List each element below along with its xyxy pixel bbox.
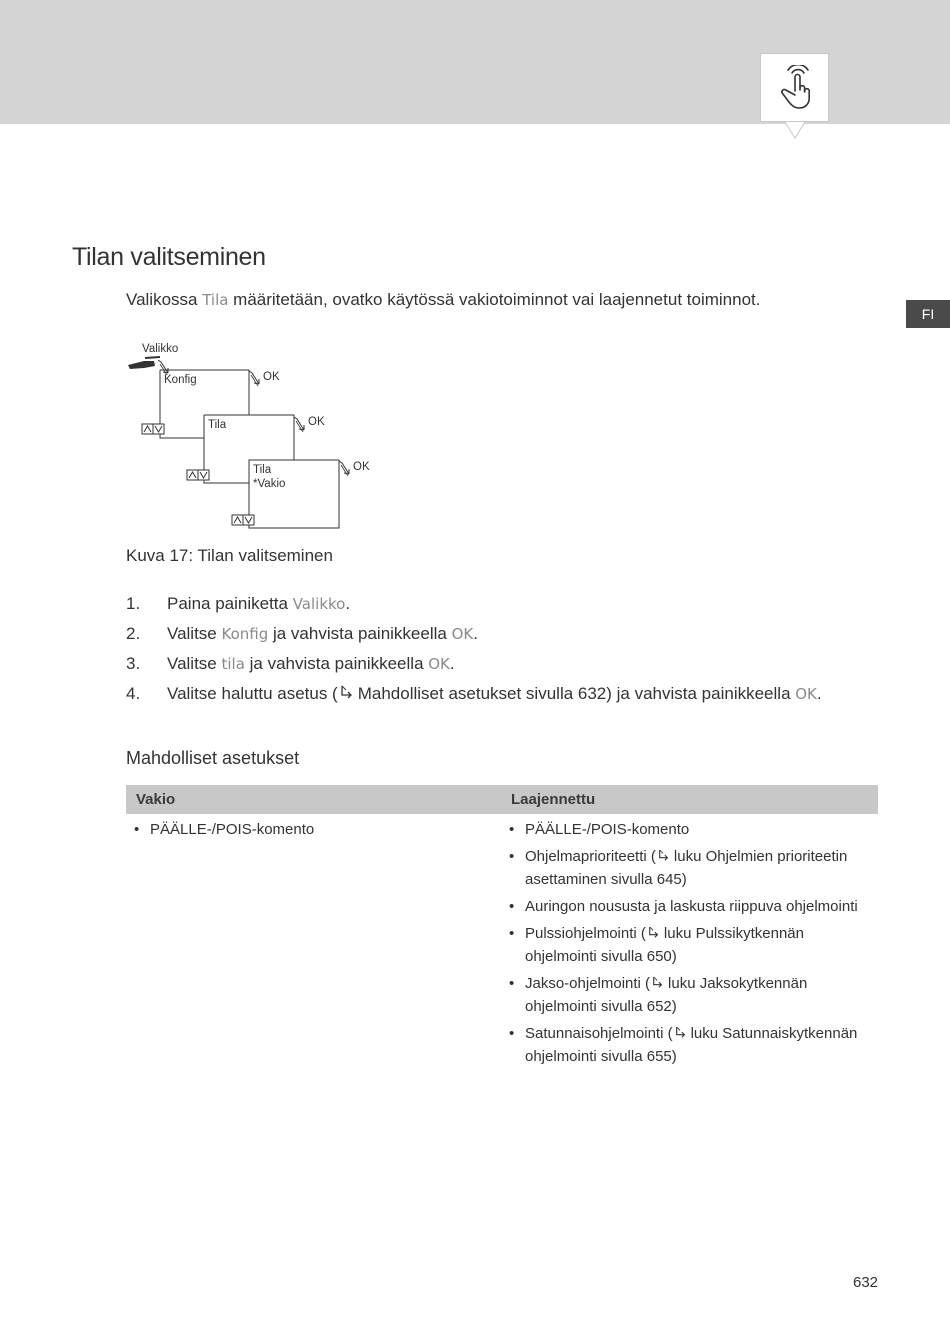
step-keyword: Valikko	[292, 595, 346, 613]
step-text	[167, 624, 478, 644]
diagram-ok-3: OK	[353, 461, 370, 473]
intro-keyword: Tila	[202, 291, 229, 309]
column-header-vakio: Vakio	[136, 791, 176, 808]
touch-hand-icon	[775, 65, 815, 111]
diagram-box-tila-vakio-line2: *Vakio	[253, 478, 286, 490]
step-keyword: Konfig	[221, 625, 269, 643]
step-text-part: Valitse	[167, 654, 222, 673]
list-item-text: Pulssiohjelmointi (	[525, 925, 646, 942]
up-down-arrows-icon	[142, 424, 164, 434]
step-number: 2.	[126, 624, 141, 643]
menu-navigation-diagram	[124, 338, 384, 534]
cross-reference-arrow-icon	[652, 976, 664, 990]
list-item-text: Satunnaisohjelmointi (	[525, 1025, 673, 1042]
cross-reference-arrow-icon	[658, 849, 670, 863]
step-text	[167, 684, 822, 704]
list-item-link[interactable]: luku Pulssikytkennän ohjelmointi sivulla 650)	[525, 925, 804, 965]
step-text-part: .	[473, 624, 478, 643]
list-item-link[interactable]: luku Ohjelmien prioriteetin asettaminen sivulla 645)	[525, 848, 848, 888]
pointing-hand-icon	[128, 357, 160, 369]
step-number: 3.	[126, 654, 141, 673]
step-link-text[interactable]: Mahdolliset asetukset sivulla 632) ja vahvista painikkeella	[357, 684, 796, 703]
list-item	[501, 972, 861, 1018]
intro-paragraph	[126, 290, 760, 310]
figure-caption: Kuva 17: Tilan valitseminen	[126, 546, 333, 565]
step-text-part: .	[345, 594, 351, 613]
cross-reference-arrow-icon	[340, 685, 354, 701]
callout-pointer	[785, 122, 805, 140]
list-item-text: Jakso-ohjelmointi (	[525, 975, 651, 992]
list-item-text: Ohjelmaprioriteetti (	[525, 848, 656, 865]
step-text-part: ja vahvista painikkeella	[244, 654, 429, 673]
list-item	[501, 895, 861, 918]
diagram-ok-1: OK	[263, 371, 280, 383]
step-text	[167, 594, 350, 614]
section-heading: Mahdolliset asetukset	[126, 748, 300, 768]
step-text-part: .	[816, 684, 822, 703]
list-item-link[interactable]: luku Satunnaiskytkennän ohjelmointi sivulla 655)	[525, 1025, 858, 1065]
diagram-box-tila-vakio-line1: Tila	[253, 464, 272, 476]
page-title: Tilan valitseminen	[72, 243, 266, 271]
intro-text: Valikossa	[126, 290, 203, 309]
up-down-arrows-icon	[187, 470, 209, 480]
language-tab: FI	[906, 300, 950, 328]
laajennettu-list	[501, 818, 861, 1072]
table-header	[126, 785, 878, 814]
step-keyword: OK	[428, 655, 450, 673]
step-keyword: tila	[221, 655, 245, 673]
list-item	[501, 1022, 861, 1068]
step-text-part: ja vahvista painikkeella	[268, 624, 452, 643]
step-number: 1.	[126, 594, 141, 613]
step-text-part: Valitse	[167, 624, 222, 643]
intro-text-end: määritetään, ovatko käytössä vakiotoiminnot vai laajennetut toiminnot.	[228, 290, 761, 309]
list-item	[501, 845, 861, 891]
step-text-part: Valitse haluttu asetus (	[167, 684, 338, 703]
step-keyword: OK	[451, 625, 474, 643]
column-header-laajennettu: Laajennettu	[511, 791, 596, 808]
list-item: • PÄÄLLE-/POIS-komento	[126, 818, 486, 841]
vakio-list	[126, 818, 486, 845]
step-keyword: OK	[795, 685, 817, 703]
page-number: 632	[853, 1274, 879, 1291]
list-item-text: PÄÄLLE-/POIS-komento	[525, 821, 690, 838]
step-text	[167, 654, 455, 674]
up-down-arrows-icon	[232, 515, 254, 525]
diagram-box-tila-label: Tila	[208, 419, 227, 431]
step-text-part: Paina painiketta	[167, 594, 293, 613]
diagram-menu-label: Valikko	[142, 343, 179, 355]
diagram-box-konfig-label: Konfig	[164, 374, 197, 386]
list-item	[501, 818, 861, 841]
cross-reference-arrow-icon	[675, 1026, 687, 1040]
touch-icon-box	[760, 53, 829, 122]
step-text-part: .	[449, 654, 455, 673]
list-item-link[interactable]: luku Jaksokytkennän ohjelmointi sivulla 652)	[525, 975, 808, 1015]
diagram-ok-2: OK	[308, 416, 325, 428]
list-item	[501, 922, 861, 968]
step-number: 4.	[126, 684, 141, 703]
cross-reference-arrow-icon	[648, 926, 660, 940]
list-item-text: Auringon noususta ja laskusta riippuva ohjelmointi	[525, 898, 858, 915]
